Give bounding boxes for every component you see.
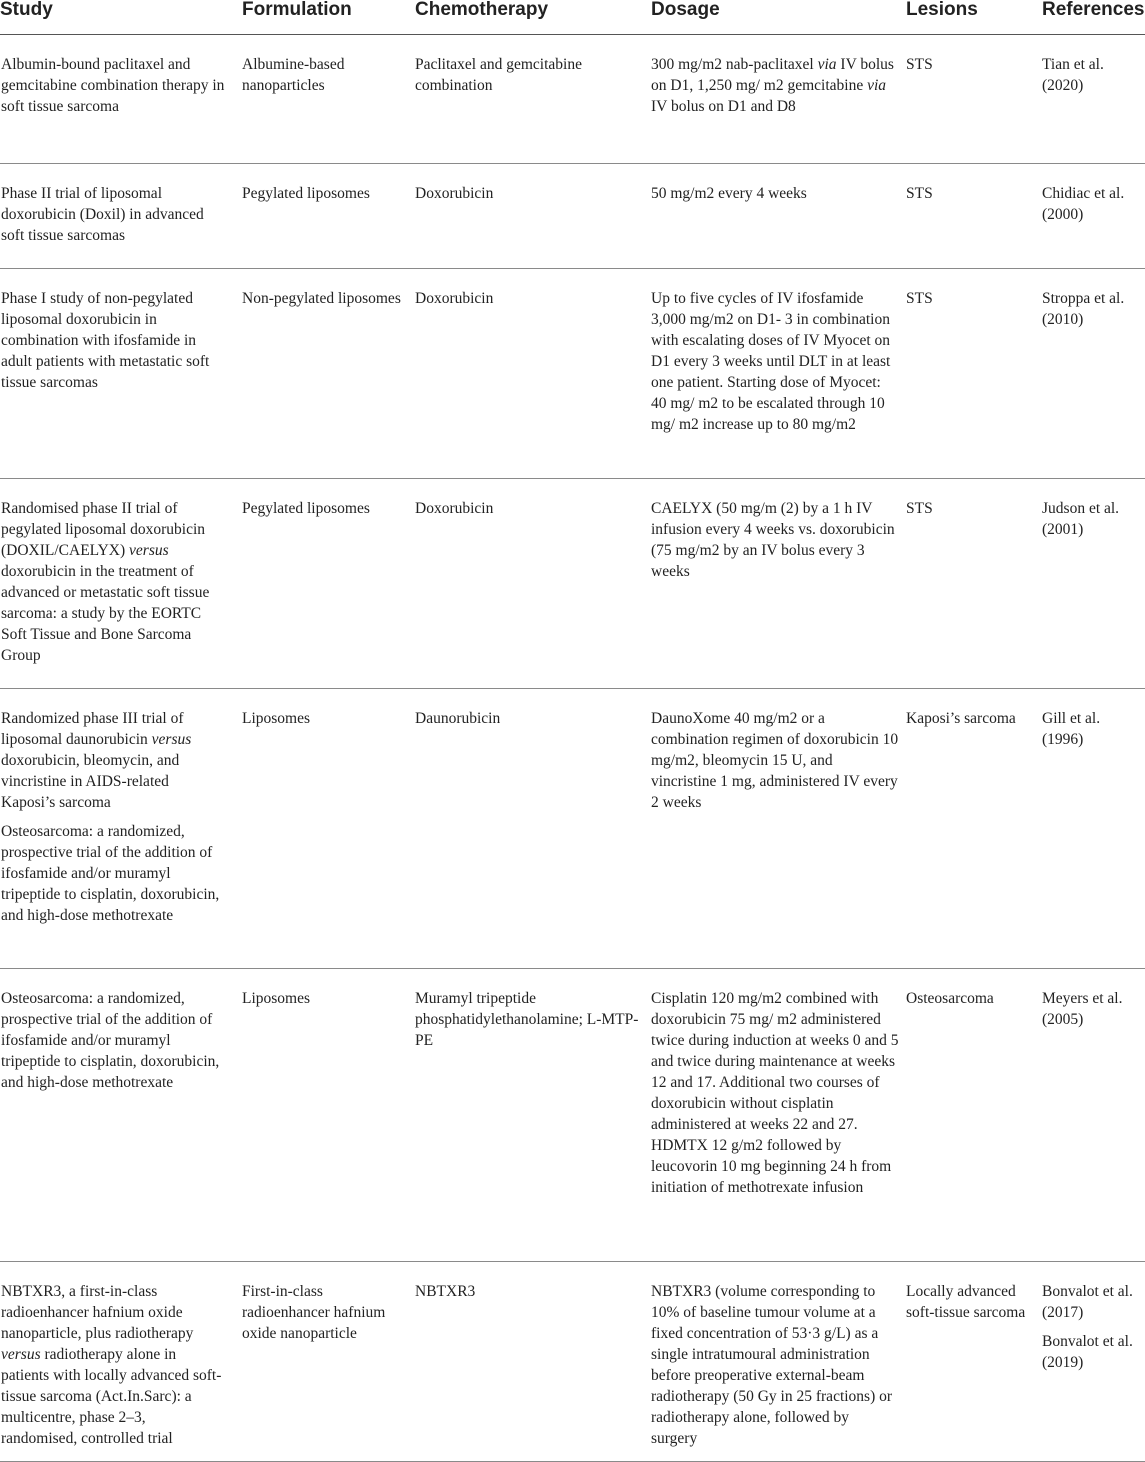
cell-lesions: STS xyxy=(906,185,933,202)
study-paragraph: NBTXR3, a first-in-class radioenhancer hafnium oxide nanoparticle, plus radiotherapy versus radiotherapy alone in patients with locally advanced soft-tissue sarcoma (Act.In.Sarc): a multicentre, phase 2–3, randomised, controlled trial xyxy=(1,1283,222,1447)
cell-formulation: Non-pegylated liposomes xyxy=(242,290,401,307)
header-dosage: Dosage xyxy=(651,0,720,20)
header-lesions: Lesions xyxy=(906,0,978,20)
reference-entry: Bonvalot et al. (2017) xyxy=(1042,1283,1133,1321)
reference-entry: Meyers et al. (2005) xyxy=(1042,990,1123,1028)
cell-dosage: Up to five cycles of IV ifosfamide 3,000 mg/m2 on D1- 3 in combination with escalating doses of IV Myocet on D1 every 3 weeks until DLT in at least one patient. Starting dose of Myocet: 40 mg/ m2 to be escalated through 10 mg/ m2 increase up to 80 mg/m2 xyxy=(651,290,891,433)
header-formulation: Formulation xyxy=(242,0,352,20)
cell-chemotherapy: Daunorubicin xyxy=(415,710,501,727)
table-row xyxy=(0,689,1145,969)
reference-entry: Judson et al. (2001) xyxy=(1042,500,1120,538)
cell-dosage: DaunoXome 40 mg/m2 or a combination regimen of doxorubicin 10 mg/m2, bleomycin 15 U, and vincristine 1 mg, administered IV every 2 weeks xyxy=(651,710,899,811)
cell-study xyxy=(0,969,241,1262)
reference-entry: Chidiac et al. (2000) xyxy=(1042,185,1125,223)
cell-study xyxy=(0,269,241,479)
cell-dosage: CAELYX (50 mg/m (2) by a 1 h IV infusion every 4 weeks vs. doxorubicin (75 mg/m2 by an IV bolus every 3 weeks xyxy=(651,500,895,580)
cell-chemotherapy: Doxorubicin xyxy=(415,290,494,307)
cell-lesions: Kaposi’s sarcoma xyxy=(906,710,1016,727)
cell-chemotherapy: Doxorubicin xyxy=(415,185,494,202)
table-row xyxy=(0,479,1145,689)
cell-lesions: STS xyxy=(906,500,933,517)
reference-entry: Bonvalot et al. (2019) xyxy=(1042,1333,1133,1371)
cell-formulation: Albumine-based nanoparticles xyxy=(242,56,345,94)
table-row xyxy=(0,164,1145,269)
reference-entry: Stroppa et al. (2010) xyxy=(1042,290,1125,328)
cell-dosage: 50 mg/m2 every 4 weeks xyxy=(651,185,807,202)
cell-formulation: Liposomes xyxy=(242,710,311,727)
cell-lesions: STS xyxy=(906,56,933,73)
reference-entry: Tian et al. (2020) xyxy=(1042,56,1104,94)
cell-dosage: 300 mg/m2 nab-paclitaxel via IV bolus on D1, 1,250 mg/ m2 gemcitabine via IV bolus on D1 and D8 xyxy=(651,56,894,115)
study-paragraph: Phase II trial of liposomal doxorubicin (Doxil) in advanced soft tissue sarcomas xyxy=(1,185,204,244)
study-paragraph: Osteosarcoma: a randomized, prospective trial of the addition of ifosfamide and/or muramyl tripeptide to cisplatin, doxorubicin, and high-dose methotrexate xyxy=(1,823,220,924)
cell-study xyxy=(0,164,241,269)
study-paragraph: Osteosarcoma: a randomized, prospective trial of the addition of ifosfamide and/or muramyl tripeptide to cisplatin, doxorubicin, and high-dose methotrexate xyxy=(1,990,220,1091)
cell-chemotherapy: Paclitaxel and gemcitabine combination xyxy=(415,56,582,94)
cell-references xyxy=(1041,269,1145,479)
cell-study xyxy=(0,689,241,969)
cell-lesions: Locally advanced soft-tissue sarcoma xyxy=(906,1283,1026,1321)
cell-references xyxy=(1041,479,1145,689)
cell-references xyxy=(1041,35,1145,164)
study-paragraph: Albumin-bound paclitaxel and gemcitabine combination therapy in soft tissue sarcoma xyxy=(1,56,225,115)
cell-study xyxy=(0,479,241,689)
cell-dosage: NBTXR3 (volume corresponding to 10% of baseline tumour volume at a fixed concentration of 53·3 g/L) as a single intratumoural administration before preoperative external-beam radiotherapy (50 Gy in 25 fractions) or radiotherapy alone, followed by surgery xyxy=(651,1283,893,1447)
cell-formulation: Pegylated liposomes xyxy=(242,500,370,517)
cell-chemotherapy: Doxorubicin xyxy=(415,500,494,517)
reference-entry: Gill et al. (1996) xyxy=(1042,710,1101,748)
cell-chemotherapy: NBTXR3 xyxy=(415,1283,476,1300)
cell-lesions: Osteosarcoma xyxy=(906,990,994,1007)
table-row xyxy=(0,269,1145,479)
header-references: References xyxy=(1042,0,1145,20)
table-row xyxy=(0,1262,1145,1462)
cell-references xyxy=(1041,689,1145,969)
cell-dosage: Cisplatin 120 mg/m2 combined with doxorubicin 75 mg/ m2 administered twice during induction at weeks 0 and 5 and twice during maintenance at weeks 12 and 17. Additional two courses of doxorubicin without cisplatin administered at weeks 22 and 27. HDMTX 12 g/m2 followed by leucovorin 10 mg beginning 24 h from initiation of methotrexate infusion xyxy=(651,990,899,1196)
cell-formulation: Pegylated liposomes xyxy=(242,185,370,202)
study-paragraph: Randomized phase III trial of liposomal daunorubicin versus doxorubicin, bleomycin, and vincristine in AIDS-related Kaposi’s sarcoma xyxy=(1,710,192,811)
header-chemotherapy: Chemotherapy xyxy=(415,0,549,20)
table-row xyxy=(0,969,1145,1262)
table-row xyxy=(0,35,1145,164)
cell-formulation: First-in-class radioenhancer hafnium oxide nanoparticle xyxy=(242,1283,386,1342)
study-paragraph: Phase I study of non-pegylated liposomal doxorubicin in combination with ifosfamide in adult patients with metastatic soft tissue sarcomas xyxy=(1,290,210,391)
cell-references xyxy=(1041,969,1145,1262)
cell-study xyxy=(0,35,241,164)
cell-formulation: Liposomes xyxy=(242,990,311,1007)
header-study: Study xyxy=(0,0,53,20)
study-paragraph: Randomised phase II trial of pegylated liposomal doxorubicin (DOXIL/CAELYX) versus doxorubicin in the treatment of advanced or metastatic soft tissue sarcoma: a study by the EORTC Soft Tissue and Bone Sarcoma Group xyxy=(1,500,210,664)
cell-references xyxy=(1041,164,1145,269)
cell-chemotherapy: Muramyl tripeptide phosphatidylethanolamine; L-MTP-PE xyxy=(415,990,639,1049)
cell-lesions: STS xyxy=(906,290,933,307)
cell-references xyxy=(1041,1262,1145,1462)
header-row xyxy=(0,0,1145,35)
cell-study xyxy=(0,1262,241,1462)
